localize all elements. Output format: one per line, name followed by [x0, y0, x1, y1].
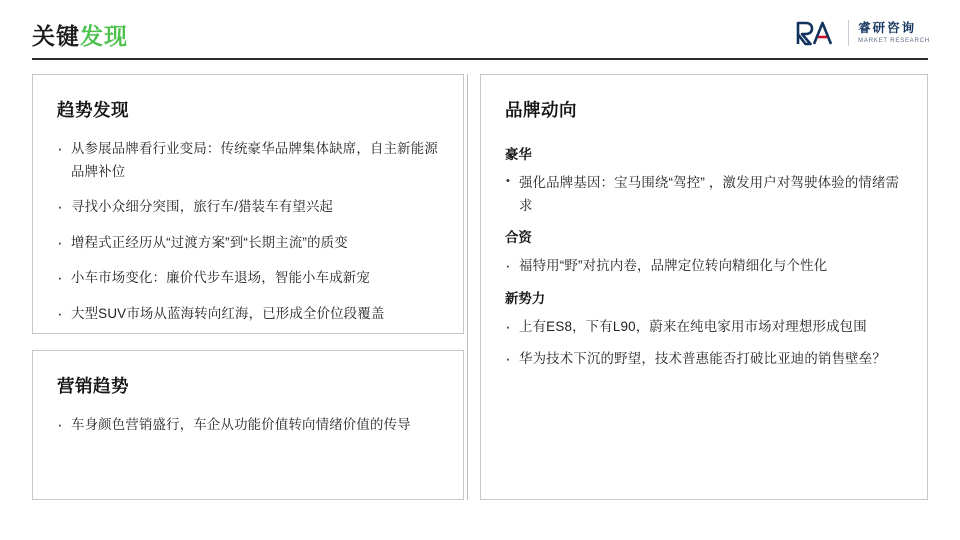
brand-group-jointventure-list — [503, 255, 905, 278]
list-item: · 大型SUV市场从蓝海转向红海，已形成全价位段覆盖 — [55, 303, 441, 326]
brand-group-luxury-list — [503, 172, 905, 217]
page-title-prefix: 关键 — [32, 23, 80, 49]
marketing-card-list — [55, 414, 441, 437]
brand-group-luxury-subhead: 豪华 — [505, 147, 532, 162]
brand-group-jointventure — [503, 227, 905, 278]
ra-logo-icon — [795, 18, 839, 48]
logo-text — [858, 22, 930, 44]
brand-group-newforce — [503, 288, 905, 371]
brand-group-newforce-list — [503, 316, 905, 371]
list-item: · 华为技术下沉的野望，技术普惠能否打破比亚迪的销售壁垒？ — [503, 348, 905, 371]
list-item: · 上有ES8，下有L90，蔚来在纯电家用市场对理想形成包围 — [503, 316, 905, 339]
brand-group-newforce-subhead: 新势力 — [505, 290, 546, 306]
column-divider — [467, 74, 468, 500]
list-item: · 从参展品牌看行业变局：传统豪华品牌集体缺席，自主新能源品牌补位 — [55, 138, 441, 183]
brand-group-luxury — [503, 144, 905, 217]
marketing-card-title: 营销趋势 — [57, 376, 129, 396]
slide-header — [0, 0, 960, 62]
list-item: · 小车市场变化：廉价代步车退场，智能小车成新宠 — [55, 267, 441, 290]
brand-logo — [795, 18, 930, 48]
trend-card — [32, 74, 464, 334]
trend-card-title: 趋势发现 — [57, 100, 129, 120]
left-column — [32, 74, 464, 500]
brand-card — [480, 74, 928, 500]
right-column — [480, 74, 928, 500]
list-item: · 寻找小众细分突围，旅行车/猎装车有望兴起 — [55, 196, 441, 219]
marketing-card — [32, 350, 464, 500]
brand-group-jointventure-subhead: 合资 — [505, 230, 532, 246]
list-item: · 增程式正经历从“过渡方案”到“长期主流”的质变 — [55, 232, 441, 255]
list-item: · 车身颜色营销盛行，车企从功能价值转向情绪价值的传导 — [55, 414, 441, 437]
header-divider — [32, 58, 928, 60]
page-title — [32, 18, 128, 51]
list-item: · 福特用“野”对抗内卷，品牌定位转向精细化与个性化 — [503, 255, 905, 278]
logo-divider — [848, 20, 849, 46]
brand-card-title: 品牌动向 — [505, 100, 577, 120]
logo-name-en: MARKET RESEARCH — [858, 37, 930, 44]
page-title-accent: 发现 — [80, 23, 128, 49]
trend-card-list — [55, 138, 441, 325]
logo-name-cn: 睿研咨询 — [858, 20, 917, 35]
list-item: • 强化品牌基因：宝马围绕“驾控” ，激发用户对驾驶体验的情绪需求 — [503, 172, 905, 217]
